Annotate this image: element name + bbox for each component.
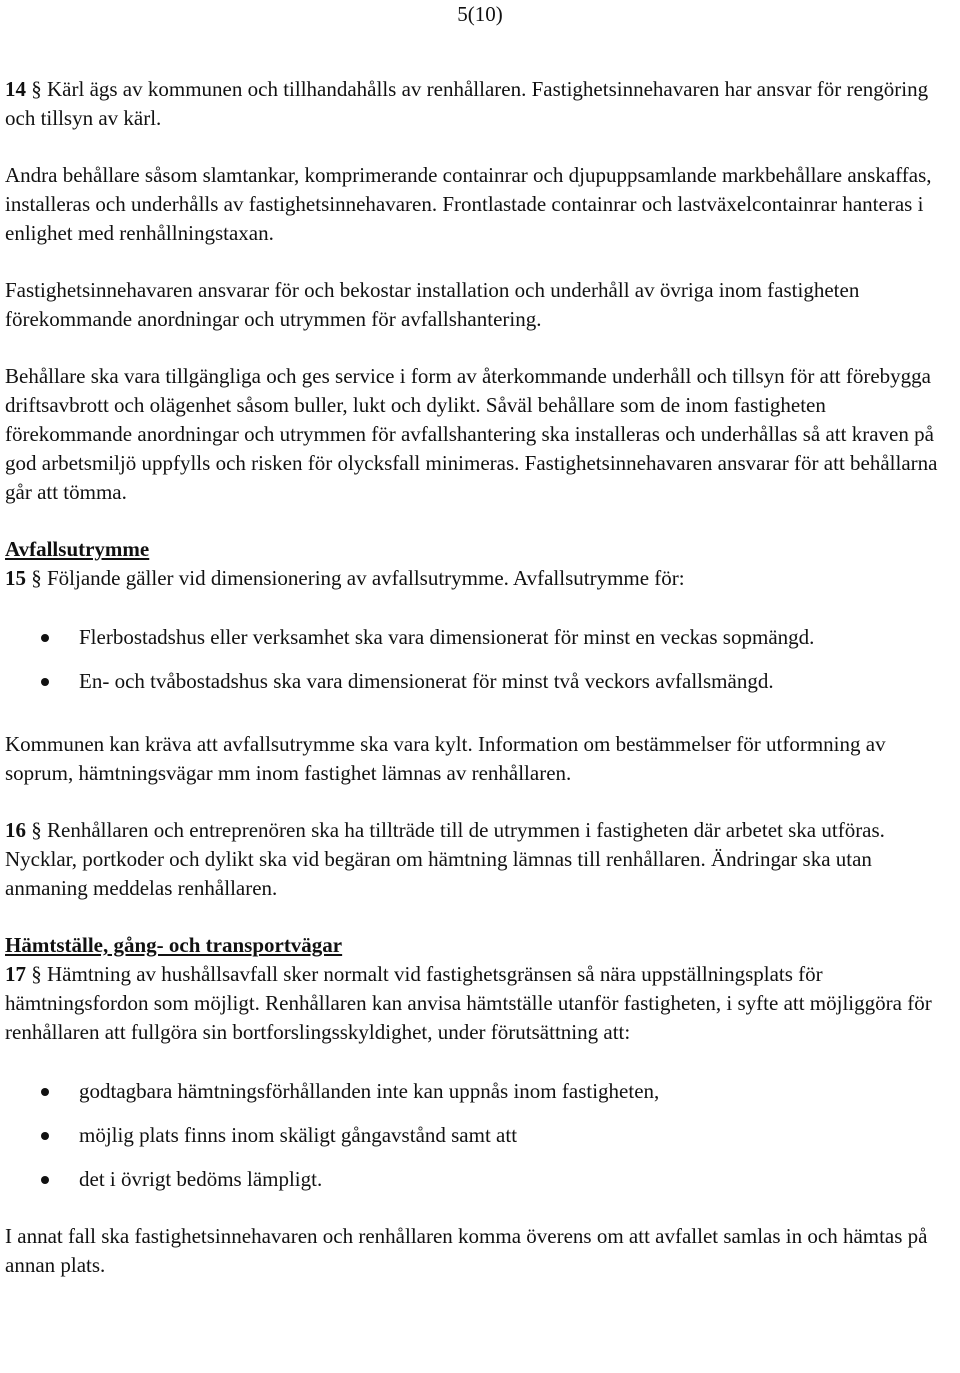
list-avfallsutrymme [5, 623, 955, 696]
section-sign: § [31, 818, 42, 842]
paragraph-17 [5, 960, 955, 1047]
section-sign: § [31, 962, 42, 986]
paragraph-16 [5, 816, 955, 903]
list-item-text: Flerbostadshus eller verksamhet ska vara dimensionerat för minst en veckas sopmängd. [79, 625, 815, 649]
list-item [5, 1165, 955, 1194]
page-number: 5(10) [457, 2, 503, 26]
section-sign: § [31, 566, 42, 590]
bullet-icon [41, 1132, 49, 1140]
list-item-text: möjlig plats finns inom skäligt gångavstånd samt att [79, 1123, 518, 1147]
paragraph-fastighetsinnehavaren: Fastighetsinnehavaren ansvarar för och bekostar installation och underhåll av övriga inom fastigheten förekommande anordningar och utrymmen för avfallshantering. [5, 278, 860, 331]
bullet-icon [41, 1176, 49, 1184]
paragraph-andra-behallare: Andra behållare såsom slamtankar, komprimerande containrar och djupuppsamlande markbehållare anskaffas, installeras och underhålls av fastighetsinnehavaren. Frontlastade containrar och lastväxelcontainrar hanteras i enlighet med renhållningstaxan. [5, 163, 932, 245]
list-item [5, 1077, 955, 1106]
paragraph-behallare-service: Behållare ska vara tillgängliga och ges service i form av återkommande underhåll och tillsyn för att förebygga driftsavbrott och olägenhet såsom buller, lukt och dylikt. Såväl behållare som de inom fastigheten förekommande anordningar och utrymmen för avfallshantering ska installeras och underhållas så att kraven på god arbetsmiljö uppfylls och risken för olycksfall minimeras. Fastighetsinnehavaren ansvarar för att behållarna går att tömma. [5, 364, 938, 504]
paragraph-number: 17 [5, 962, 26, 986]
paragraph-number: 16 [5, 818, 26, 842]
paragraph-15 [5, 564, 955, 593]
list-item [5, 623, 955, 652]
list-item-text: det i övrigt bedöms lämpligt. [79, 1167, 323, 1191]
heading-hamtstalle: Hämtställe, gång- och transportvägar [5, 933, 343, 957]
paragraph-text: Renhållaren och entreprenören ska ha tillträde till de utrymmen i fastigheten där arbetet ska utföras. Nycklar, portkoder och dylikt ska vid begäran om hämtning lämnas till renhållaren. Ändringar ska utan anmaning meddelas renhållaren. [5, 818, 885, 900]
paragraph-annat-fall: I annat fall ska fastighetsinnehavaren och renhållaren komma överens om att avfallet samlas in och hämtas på annan plats. [5, 1224, 928, 1277]
list-item [5, 1121, 955, 1150]
paragraph-text: Hämtning av hushållsavfall sker normalt vid fastighetsgränsen så nära uppställningsplats för hämtningsfordon som möjligt. Renhållaren kan anvisa hämtställe utanför fastigheten, i syfte att möjliggöra för renhållaren att fullgöra sin bortforslingsskyldighet, under förutsättning att: [5, 962, 932, 1044]
paragraph-text: Följande gäller vid dimensionering av avfallsutrymme. Avfallsutrymme för: [47, 566, 685, 590]
paragraph-kommunen: Kommunen kan kräva att avfallsutrymme ska vara kylt. Information om bestämmelser för utformning av soprum, hämtningsvägar mm inom fastighet lämnas av renhållaren. [5, 732, 886, 785]
document-body [5, 75, 955, 1280]
list-item-text: godtagbara hämtningsförhållanden inte kan uppnås inom fastigheten, [79, 1079, 660, 1103]
list-item-text: En- och tvåbostadshus ska vara dimensionerat för minst två veckors avfallsmängd. [79, 669, 774, 693]
bullet-icon [41, 1088, 49, 1096]
paragraph-number: 15 [5, 566, 26, 590]
bullet-icon [41, 634, 49, 642]
paragraph-text: Kärl ägs av kommunen och tillhandahålls av renhållaren. Fastighetsinnehavaren har ansvar för rengöring och tillsyn av kärl. [5, 77, 929, 130]
list-hamtstalle-villkor [5, 1077, 955, 1194]
paragraph-number: 14 [5, 77, 26, 101]
bullet-icon [41, 678, 49, 686]
list-item [5, 667, 955, 696]
section-sign: § [31, 77, 42, 101]
paragraph-14 [5, 75, 955, 133]
heading-avfallsutrymme: Avfallsutrymme [5, 537, 150, 561]
